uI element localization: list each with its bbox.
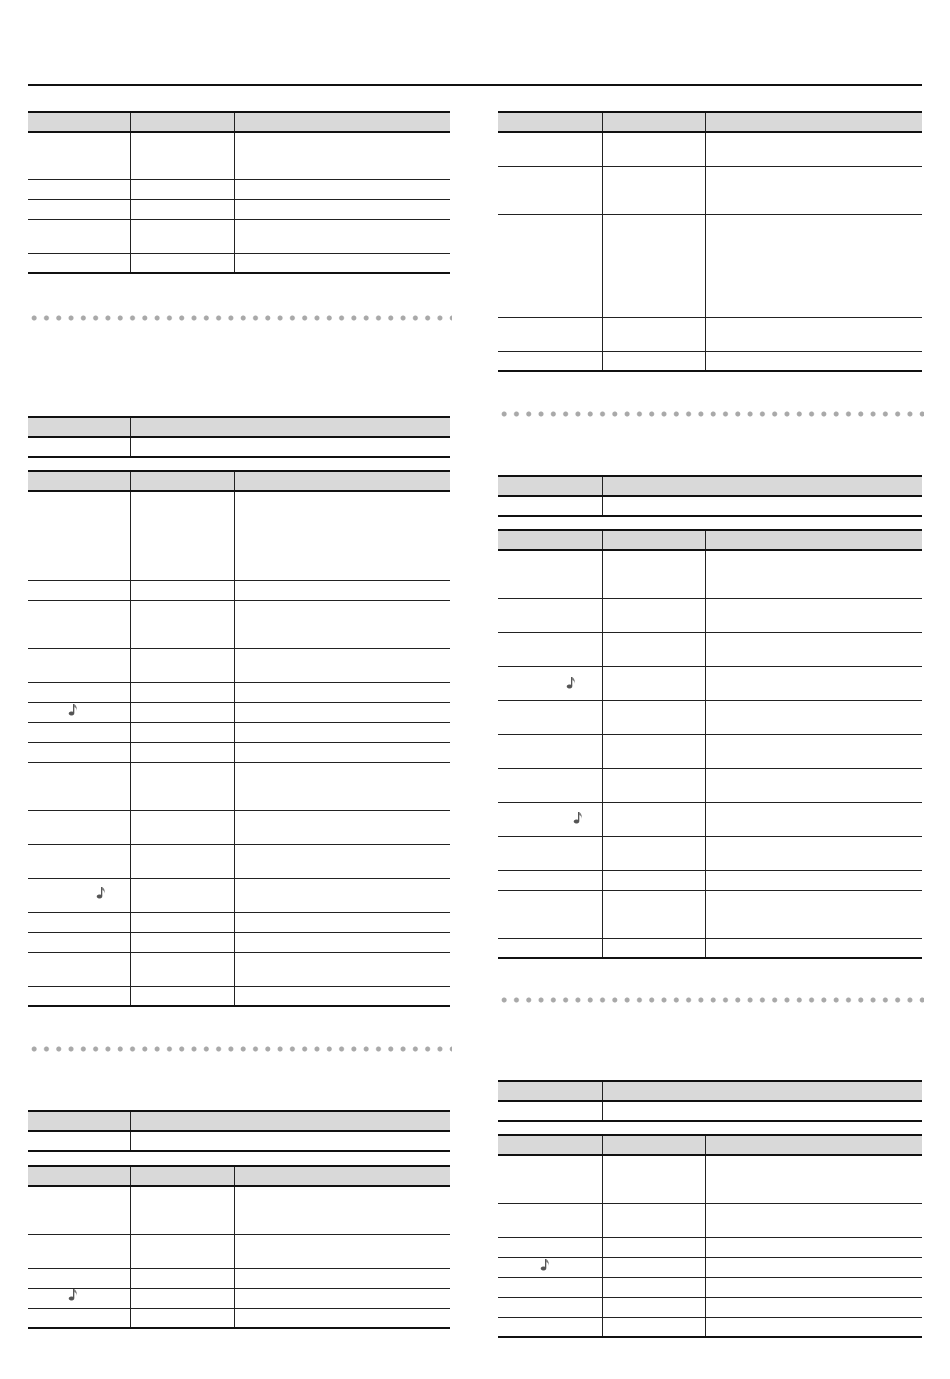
right-section1-parameter-table xyxy=(498,529,922,959)
table-row xyxy=(28,491,450,580)
table-row xyxy=(498,317,922,351)
section-divider-dots xyxy=(28,1046,452,1052)
page-top-rule xyxy=(28,84,922,86)
left-section2-name-table xyxy=(28,1110,450,1152)
table-row xyxy=(28,986,450,1006)
table-row xyxy=(28,912,450,932)
section-divider-dots xyxy=(498,997,924,1003)
table-row xyxy=(28,580,450,600)
right-section2-name-table xyxy=(498,1080,922,1122)
right-parameter-table-1 xyxy=(498,111,922,372)
table-row xyxy=(498,1277,922,1297)
table-row xyxy=(498,1317,922,1337)
table-row xyxy=(498,836,922,870)
table-row xyxy=(498,1237,922,1257)
table-row xyxy=(28,132,450,179)
eighth-note-icon xyxy=(67,1288,79,1302)
table-row xyxy=(28,199,450,219)
right-section2-parameter-table xyxy=(498,1134,922,1338)
table-row xyxy=(498,214,922,317)
table-row xyxy=(498,870,922,890)
right-section1-name-table xyxy=(498,475,922,517)
table-row xyxy=(28,1288,450,1308)
table-row xyxy=(498,802,922,836)
table-row xyxy=(498,496,922,516)
table-row xyxy=(28,1234,450,1268)
table-row xyxy=(28,179,450,199)
section-divider-dots xyxy=(498,411,924,417)
table-row xyxy=(28,702,450,722)
table-row xyxy=(498,1297,922,1317)
left-section1-parameter-table xyxy=(28,470,450,1007)
table-row xyxy=(28,952,450,986)
table-row xyxy=(498,132,922,166)
table-row xyxy=(498,1203,922,1237)
table-row xyxy=(28,878,450,912)
left-parameter-table-1 xyxy=(28,111,450,274)
table-row xyxy=(498,1101,922,1121)
table-row xyxy=(498,1257,922,1277)
left-section1-name-table xyxy=(28,416,450,458)
table-row xyxy=(498,768,922,802)
table-row xyxy=(28,1308,450,1328)
table-row xyxy=(28,648,450,682)
table-row xyxy=(498,890,922,938)
eighth-note-icon xyxy=(565,676,577,690)
table-row xyxy=(28,762,450,810)
table-row xyxy=(498,632,922,666)
table-row xyxy=(28,844,450,878)
table-row xyxy=(28,1268,450,1288)
table-row xyxy=(498,598,922,632)
table-row xyxy=(28,1131,450,1151)
table-row xyxy=(28,219,450,253)
table-row xyxy=(28,810,450,844)
eighth-note-icon xyxy=(572,811,584,825)
table-row xyxy=(498,734,922,768)
table-row xyxy=(498,550,922,598)
table-row xyxy=(28,253,450,273)
table-row xyxy=(498,351,922,371)
table-row xyxy=(28,437,450,457)
section-divider-dots xyxy=(28,315,452,321)
eighth-note-icon xyxy=(67,703,79,717)
eighth-note-icon xyxy=(95,886,107,900)
table-row xyxy=(28,742,450,762)
table-row xyxy=(28,600,450,648)
left-section2-parameter-table xyxy=(28,1165,450,1329)
table-row xyxy=(28,1186,450,1234)
table-row xyxy=(28,722,450,742)
table-row xyxy=(498,1155,922,1203)
table-row xyxy=(498,938,922,958)
table-row xyxy=(28,682,450,702)
table-row xyxy=(498,700,922,734)
table-row xyxy=(28,932,450,952)
eighth-note-icon xyxy=(539,1258,551,1272)
table-row xyxy=(498,666,922,700)
table-row xyxy=(498,166,922,214)
